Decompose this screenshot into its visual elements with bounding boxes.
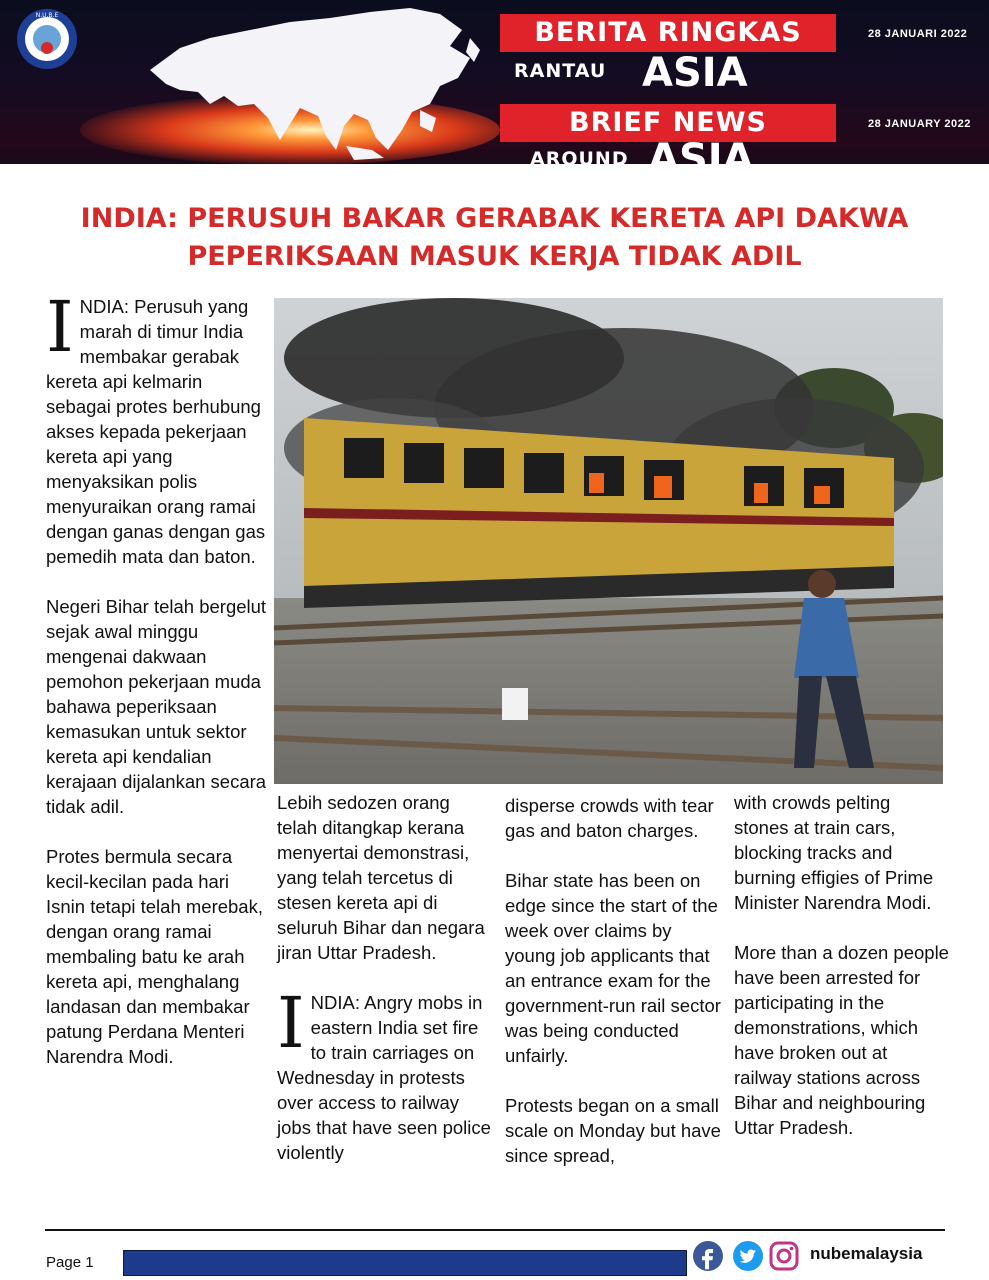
svg-text:N.U.B.E: N.U.B.E xyxy=(35,12,59,19)
footer-bar xyxy=(123,1250,687,1276)
headline-line-2: PEPERIKSAAN MASUK KERJA TIDAK ADIL xyxy=(187,241,802,272)
banner-brief-news: BRIEF NEWS xyxy=(500,104,836,142)
social-handle[interactable]: nubemalaysia xyxy=(810,1244,923,1263)
article-malay-column xyxy=(46,286,271,1069)
english-paragraph-4: More than a dozen people have been arrested for participating in the demonstrations, which have broken out at railway stations across Bihar and neighbouring Uttar Pradesh. xyxy=(734,942,949,1138)
malay-paragraph-2: Negeri Bihar telah bergelut sejak awal minggu mengenai dakwaan pemohon pekerjaan muda bahawa peperiksaan kemasukan untuk sektor kereta api kendalian kerajaan dijalankan secara tidak adil. xyxy=(46,596,267,817)
article-column-2 xyxy=(277,790,492,1165)
english-paragraph-3: Protests began on a small scale on Monday but have since spread, xyxy=(505,1095,721,1166)
malay-paragraph-1 xyxy=(46,286,271,569)
english-paragraph-1-text: NDIA: Angry mobs in eastern India set fire to train carriages on Wednesday in protests over access to railway jobs that have seen police violently xyxy=(277,992,491,1163)
english-paragraph-1 xyxy=(277,982,492,1165)
malay-paragraph-1-text: NDIA: Perusuh yang marah di timur India membakar gerabak kereta api kelmarin sebagai protes berhubung akses kepada pekerjaan kereta api yang menyaksikan polis menyuraikan orang ramai dengan ganas dengan gas pemedih mata dan baton. xyxy=(46,296,266,567)
burning-train-photo xyxy=(274,298,943,784)
article-column-4 xyxy=(734,790,949,1140)
nube-logo xyxy=(16,8,78,70)
date-english: 28 JANUARY 2022 xyxy=(868,118,971,130)
instagram-icon[interactable] xyxy=(768,1240,800,1272)
date-malay: 28 JANUARI 2022 xyxy=(868,28,968,40)
english-paragraph-1-continued: disperse crowds with tear gas and baton charges. xyxy=(505,795,714,841)
rantau-label: RANTAU xyxy=(514,60,607,82)
page-number: Page 1 xyxy=(46,1254,94,1271)
drop-cap-english: I xyxy=(277,982,305,1064)
malay-paragraph-3: Protes bermula secara kecil-kecilan pada hari Isnin tetapi telah merebak, dengan orang ramai membaling batu ke arah kereta api, menghalang landasan dan membakar patung Perdana Menteri Narendra Modi. xyxy=(46,846,263,1067)
page-title xyxy=(40,200,949,276)
drop-cap: I xyxy=(46,286,74,368)
english-paragraph-3-continued: with crowds pelting stones at train cars, blocking tracks and burning effigies of Prime Minister Narendra Modi. xyxy=(734,792,934,913)
headline-line-1: INDIA: PERUSUH BAKAR GERABAK KERETA API DAKWA xyxy=(80,203,909,234)
footer-divider xyxy=(45,1229,945,1231)
twitter-icon[interactable] xyxy=(732,1240,764,1272)
around-label: AROUND xyxy=(530,148,629,170)
masthead xyxy=(0,0,989,190)
asia-map-graphic xyxy=(140,0,500,165)
article-column-3 xyxy=(505,793,725,1168)
facebook-icon[interactable] xyxy=(692,1240,724,1272)
asia-label-ms: ASIA xyxy=(642,50,748,96)
english-paragraph-2: Bihar state has been on edge since the start of the week over claims by young job applicants that an entrance exam for the government-run rail sector was being conducted unfairly. xyxy=(505,870,721,1066)
asia-label-en: ASIA xyxy=(648,136,754,182)
banner-berita-ringkas: BERITA RINGKAS xyxy=(500,14,836,52)
malay-paragraph-4: Lebih sedozen orang telah ditangkap kerana menyertai demonstrasi, yang telah tercetus di stesen kereta api di seluruh Bihar dan negara jiran Uttar Pradesh. xyxy=(277,792,485,963)
header-bottom-band xyxy=(0,164,989,190)
